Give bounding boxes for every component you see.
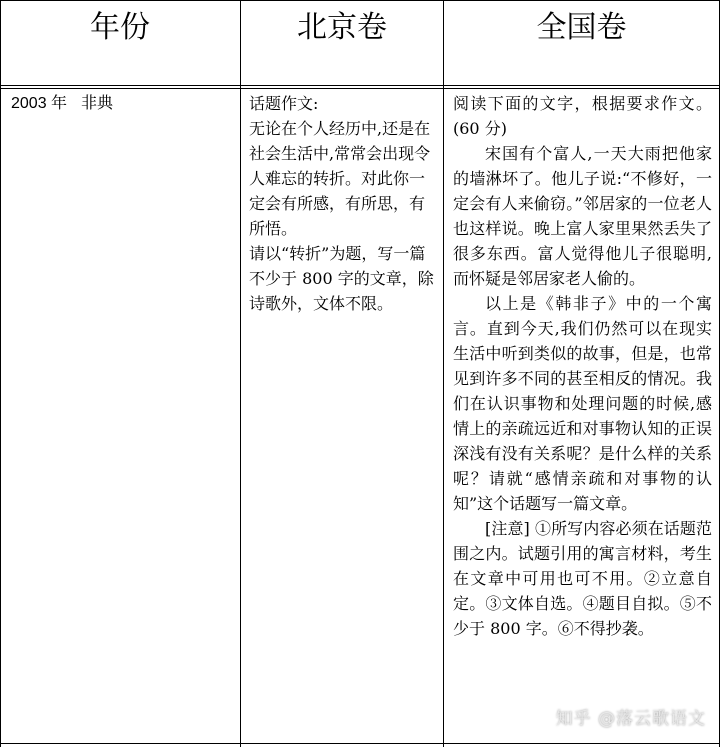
- table-cell-year: [11, 91, 235, 116]
- year-value: 2003 年: [11, 95, 68, 112]
- header-divider-top: [0, 85, 720, 86]
- beijing-material: 无论在个人经历中,还是在社会生活中,常常会出现令人难忘的转折。对此你一定会有所感，有所思，有所悟。: [249, 119, 431, 238]
- table-cell-national: [453, 91, 712, 641]
- header-national: 全国卷: [536, 10, 627, 45]
- beijing-requirement: 请以“转折”为题，写一篇不少于 800 字的文章，除诗歌外，文体不限。: [249, 244, 434, 313]
- table-cell-beijing: [249, 91, 437, 316]
- header-divider-bottom: [0, 88, 720, 89]
- column-divider-1: [240, 0, 241, 747]
- national-prompt: 以上是《韩非子》中的一个寓言。直到今天,我们仍然可以在现实生活中听到类似的故事，但是，也常见到许多不同的甚至相反的情况。我们在认识事物和处理问题的时候,感情上的亲疏远近和对事物认知的正误深浅有没有关系呢？是什么样的关系呢？请就“感情亲疏和对事物的认知”这个话题写一篇文章。: [453, 294, 712, 513]
- header-beijing: 北京卷: [297, 10, 387, 45]
- national-instruction: 阅读下面的文字，根据要求作文。(60 分): [453, 94, 712, 138]
- year-topic: 非典: [81, 95, 114, 112]
- watermark: 知乎 @落云歌语文: [555, 709, 706, 729]
- column-divider-2: [443, 0, 444, 747]
- row-divider-bottom: [0, 743, 720, 744]
- table-border-top: [0, 0, 720, 1]
- national-notes: [注意] ①所写内容必须在话题范围之内。试题引用的寓言材料，考生在文章中可用也可不用。②立意自定。③文体自选。④题目自拟。⑤不少于 800 字。⑥不得抄袭。: [453, 519, 712, 638]
- beijing-type: 话题作文:: [249, 94, 319, 113]
- header-year: 年份: [90, 10, 150, 45]
- table-border-left: [0, 0, 1, 747]
- national-fable: 宋国有个富人,一天大雨把他家的墙淋坏了。他儿子说:“不修好，一定会有人来偷窃。”邻居家的一位老人也这样说。晚上富人家里果然丢失了很多东西。富人觉得他儿子很聪明,而怀疑是邻居家老人偷的。: [453, 144, 712, 288]
